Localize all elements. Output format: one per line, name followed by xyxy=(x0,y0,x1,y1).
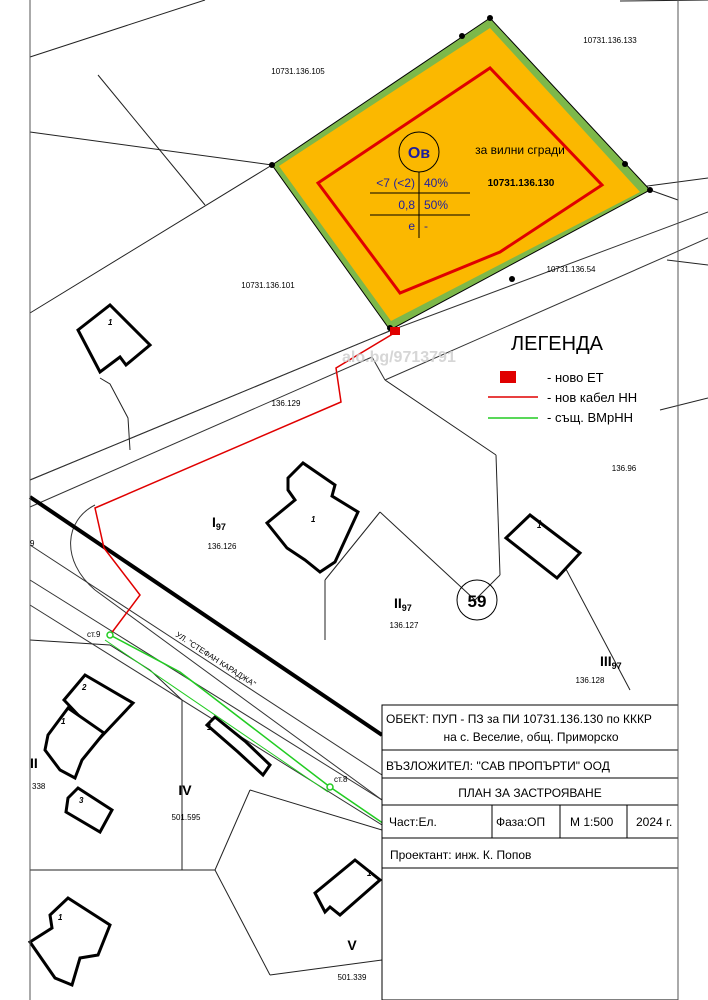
zone-method-value: - xyxy=(424,219,428,233)
building-4-mark: 1 xyxy=(207,723,212,732)
lot-III: $III_{97}$ xyxy=(600,653,622,671)
zone-code: Ов xyxy=(407,145,431,162)
pole-8-marker xyxy=(327,784,333,790)
zone-green: 50% xyxy=(424,198,449,212)
parcel-label-338: 338 xyxy=(32,782,46,791)
street-name: УЛ. "СТЕФАН КАРАДЖА" xyxy=(173,630,258,689)
title-phase: Фаза:ОП xyxy=(496,815,546,829)
zone-intensity: 0,8 xyxy=(398,198,415,212)
building-1-mark: 1 xyxy=(108,318,113,327)
parcel-label-501339: 501.339 xyxy=(337,973,367,982)
parcel-label-128: 136.128 xyxy=(575,676,605,685)
title-scale: М 1:500 xyxy=(570,815,614,829)
pole-9-label: ст.9 xyxy=(87,630,101,639)
lot-IV: IV xyxy=(178,782,192,798)
title-part: Част:Ел. xyxy=(389,815,437,829)
pole-8-label: ст.8 xyxy=(334,775,348,784)
title-block xyxy=(382,705,678,1000)
title-object-line2: на с. Веселие, общ. Приморско xyxy=(443,730,619,744)
building-6-mark: 2 xyxy=(82,683,87,692)
lot-V: V xyxy=(347,937,357,953)
watermark: alo.bg/9713791 xyxy=(342,349,456,366)
subject-parcel xyxy=(269,15,653,331)
parcel-label-105: 10731.136.105 xyxy=(271,67,325,76)
legend-et-label: - ново ЕТ xyxy=(547,370,604,385)
building-3-mark: 1 xyxy=(537,521,542,530)
existing-cable-vmrnn xyxy=(110,635,390,828)
parcel-label-101: 10731.136.101 xyxy=(241,281,295,290)
zone-height: <7 (<2) xyxy=(376,176,415,190)
new-et-marker xyxy=(390,327,400,335)
parcel-label-129: 136.129 xyxy=(271,399,301,408)
lot-I: $I_{97}$ xyxy=(212,514,226,532)
lot-left-II: II xyxy=(30,755,38,771)
parcel-label-501595: 501.595 xyxy=(171,813,201,822)
legend-et-swatch xyxy=(500,371,516,383)
title-plan: ПЛАН ЗА ЗАСТРОЯВАНЕ xyxy=(458,786,602,800)
parcel-label-54: 10731.136.54 xyxy=(546,265,596,274)
building-7-mark: 1 xyxy=(61,717,66,726)
building-3 xyxy=(506,515,580,578)
parcel-label-left-cut: 9 xyxy=(30,539,35,548)
building-5-mark: 1 xyxy=(367,869,372,878)
parcel-label-133: 10731.136.133 xyxy=(583,36,637,45)
pole-9-marker xyxy=(107,632,113,638)
legend xyxy=(488,333,637,425)
quarter-number: 59 xyxy=(467,592,487,611)
title-year: 2024 г. xyxy=(636,815,673,829)
building-8 xyxy=(66,788,112,832)
legend-cable-label: - нов кабел НН xyxy=(547,390,638,405)
building-8-mark: 3 xyxy=(79,796,84,805)
zone-purpose: за вилни сгради xyxy=(475,143,565,157)
title-designer: Проектант: инж. К. Попов xyxy=(390,848,532,862)
title-object-line1: ОБЕКТ: ПУП - ПЗ за ПИ 10731.136.130 по КККР xyxy=(386,712,652,726)
zone-density: 40% xyxy=(424,176,449,190)
parcel-label-96: 136.96 xyxy=(611,464,637,473)
building-1 xyxy=(78,305,150,372)
lot-II: $II_{97}$ xyxy=(394,595,412,613)
building-9-mark: 1 xyxy=(58,913,63,922)
building-9 xyxy=(30,898,110,985)
parcel-label-126: 136.126 xyxy=(207,542,237,551)
new-cable-nn xyxy=(95,332,396,635)
building-2-mark: 1 xyxy=(311,515,316,524)
zone-parcel-id: 10731.136.130 xyxy=(487,178,555,189)
legend-title: ЛЕГЕНДА xyxy=(511,333,603,355)
title-client: ВЪЗЛОЖИТЕЛ: "САВ ПРОПЪРТИ" ООД xyxy=(386,759,610,773)
legend-existing-label: - същ. ВМрНН xyxy=(547,410,633,425)
parcel-label-127: 136.127 xyxy=(389,621,419,630)
zone-method: е xyxy=(408,219,415,233)
